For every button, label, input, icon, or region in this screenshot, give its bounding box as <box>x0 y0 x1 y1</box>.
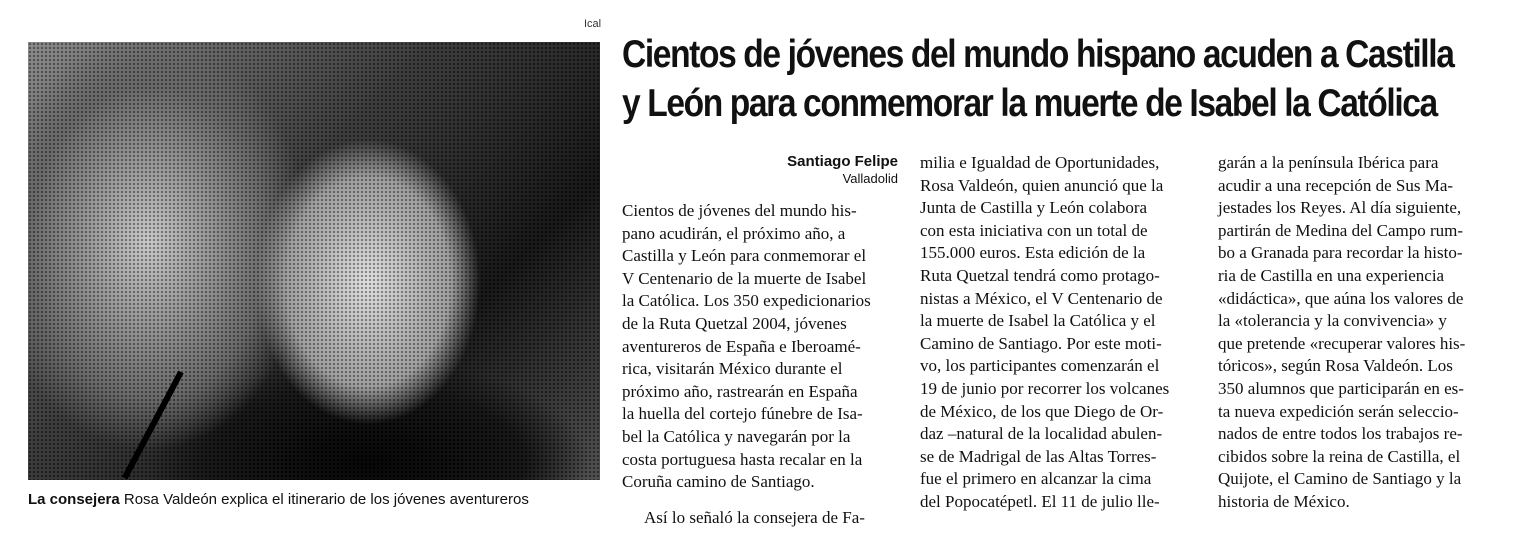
body-line: Así lo señaló la consejera de Fa- <box>644 507 865 527</box>
body-line: fue el primero en alcanzar la cima <box>920 469 1152 489</box>
body-line: jestades los Reyes. Al día siguiente, <box>1218 198 1462 218</box>
body-line: Rosa Valdeón, quien anunció que la <box>920 175 1164 195</box>
body-line: aventureros de España e Iberoamé- <box>622 336 861 356</box>
body-line: la Católica. Los 350 expedicionarios <box>622 291 871 311</box>
body-line: Junta de Castilla y León colabora <box>920 198 1148 218</box>
author-name: Santiago Felipe <box>787 153 898 170</box>
body-line: rica, visitarán México durante el <box>622 359 843 379</box>
paragraph-gap <box>622 494 902 507</box>
body-line: vo, los participantes comenzarán el <box>920 356 1160 376</box>
body-line: se de Madrigal de las Altas Torres- <box>920 446 1157 466</box>
photo-credit: Ical <box>584 18 602 30</box>
body-line: cibidos sobre la reina de Castilla, el <box>1218 446 1461 466</box>
body-line: ria de Castilla en una experiencia <box>1218 265 1445 285</box>
headline-line-2: y León para conmemorar la muerte de Isabel la Católica <box>622 82 1437 125</box>
body-line: Ruta Quetzal tendrá como protago- <box>920 265 1160 285</box>
body-line: Camino de Santiago. Por este moti- <box>920 333 1162 353</box>
body-line: 19 de junio por recorrer los volcanes <box>920 378 1170 398</box>
body-line: milia e Igualdad de Oportunidades, <box>920 153 1160 172</box>
body-line: la «tolerancia y la convivencia» y <box>1218 311 1447 331</box>
body-line: bel la Católica y navegarán por la <box>622 426 851 446</box>
dateline-location: Valladolid <box>842 171 898 186</box>
body-line: pano acudirán, el próximo año, a <box>622 223 846 243</box>
body-line: que pretende «recuperar valores his- <box>1218 333 1466 353</box>
body-line: Coruña camino de Santiago. <box>622 472 815 492</box>
photo-caption <box>28 491 608 508</box>
body-line: Cientos de jóvenes del mundo his- <box>622 201 857 220</box>
body-line: con esta iniciativa con un total de <box>920 220 1148 240</box>
body-line: Quijote, el Camino de Santiago y la <box>1218 469 1462 489</box>
body-line: ta nueva expedición serán seleccio- <box>1218 401 1459 421</box>
body-line: próximo año, rastrearán en España <box>622 381 858 401</box>
body-line: bo a Granada para recordar la histo- <box>1218 243 1463 263</box>
body-line: «didáctica», que aúna los valores de <box>1218 288 1464 308</box>
body-line: V Centenario de la muerte de Isabel <box>622 268 867 288</box>
article-photo <box>28 42 600 480</box>
body-line: costa portuguesa hasta recalar en la <box>622 449 863 469</box>
body-line: la muerte de Isabel la Católica y el <box>920 311 1156 331</box>
byline <box>622 152 898 187</box>
article-column-1 <box>622 200 902 529</box>
caption-lead: La consejera <box>28 491 120 508</box>
body-line: Castilla y León para conmemorar el <box>622 246 867 266</box>
article-column-2 <box>920 152 1200 514</box>
headline-line-1: Cientos de jóvenes del mundo hispano acuden a Castilla <box>622 33 1454 76</box>
body-line: acudir a una recepción de Sus Ma- <box>1218 175 1454 195</box>
body-line: garán a la península Ibérica para <box>1218 153 1439 172</box>
body-line: partirán de Medina del Campo rum- <box>1218 220 1464 240</box>
body-line: nados de entre todos los trabajos re- <box>1218 424 1463 444</box>
caption-text: Rosa Valdeón explica el itinerario de los jóvenes aventureros <box>119 491 529 508</box>
body-line: daz –natural de la localidad abulen- <box>920 424 1163 444</box>
article-column-3 <box>1218 152 1500 514</box>
body-line: del Popocatépetl. El 11 de julio lle- <box>920 491 1160 511</box>
article-headline <box>622 30 1454 128</box>
body-line: la huella del cortejo fúnebre de Isa- <box>622 404 863 424</box>
body-line: de México, de los que Diego de Or- <box>920 401 1164 421</box>
body-line: de la Ruta Quetzal 2004, jóvenes <box>622 313 847 333</box>
body-line: 350 alumnos que participarán en es- <box>1218 378 1464 398</box>
body-line: 155.000 euros. Esta edición de la <box>920 243 1146 263</box>
body-line: tóricos», según Rosa Valdeón. Los <box>1218 356 1453 376</box>
body-line: nistas a México, el V Centenario de <box>920 288 1163 308</box>
body-line: historia de México. <box>1218 491 1350 511</box>
halftone-overlay <box>28 42 600 480</box>
